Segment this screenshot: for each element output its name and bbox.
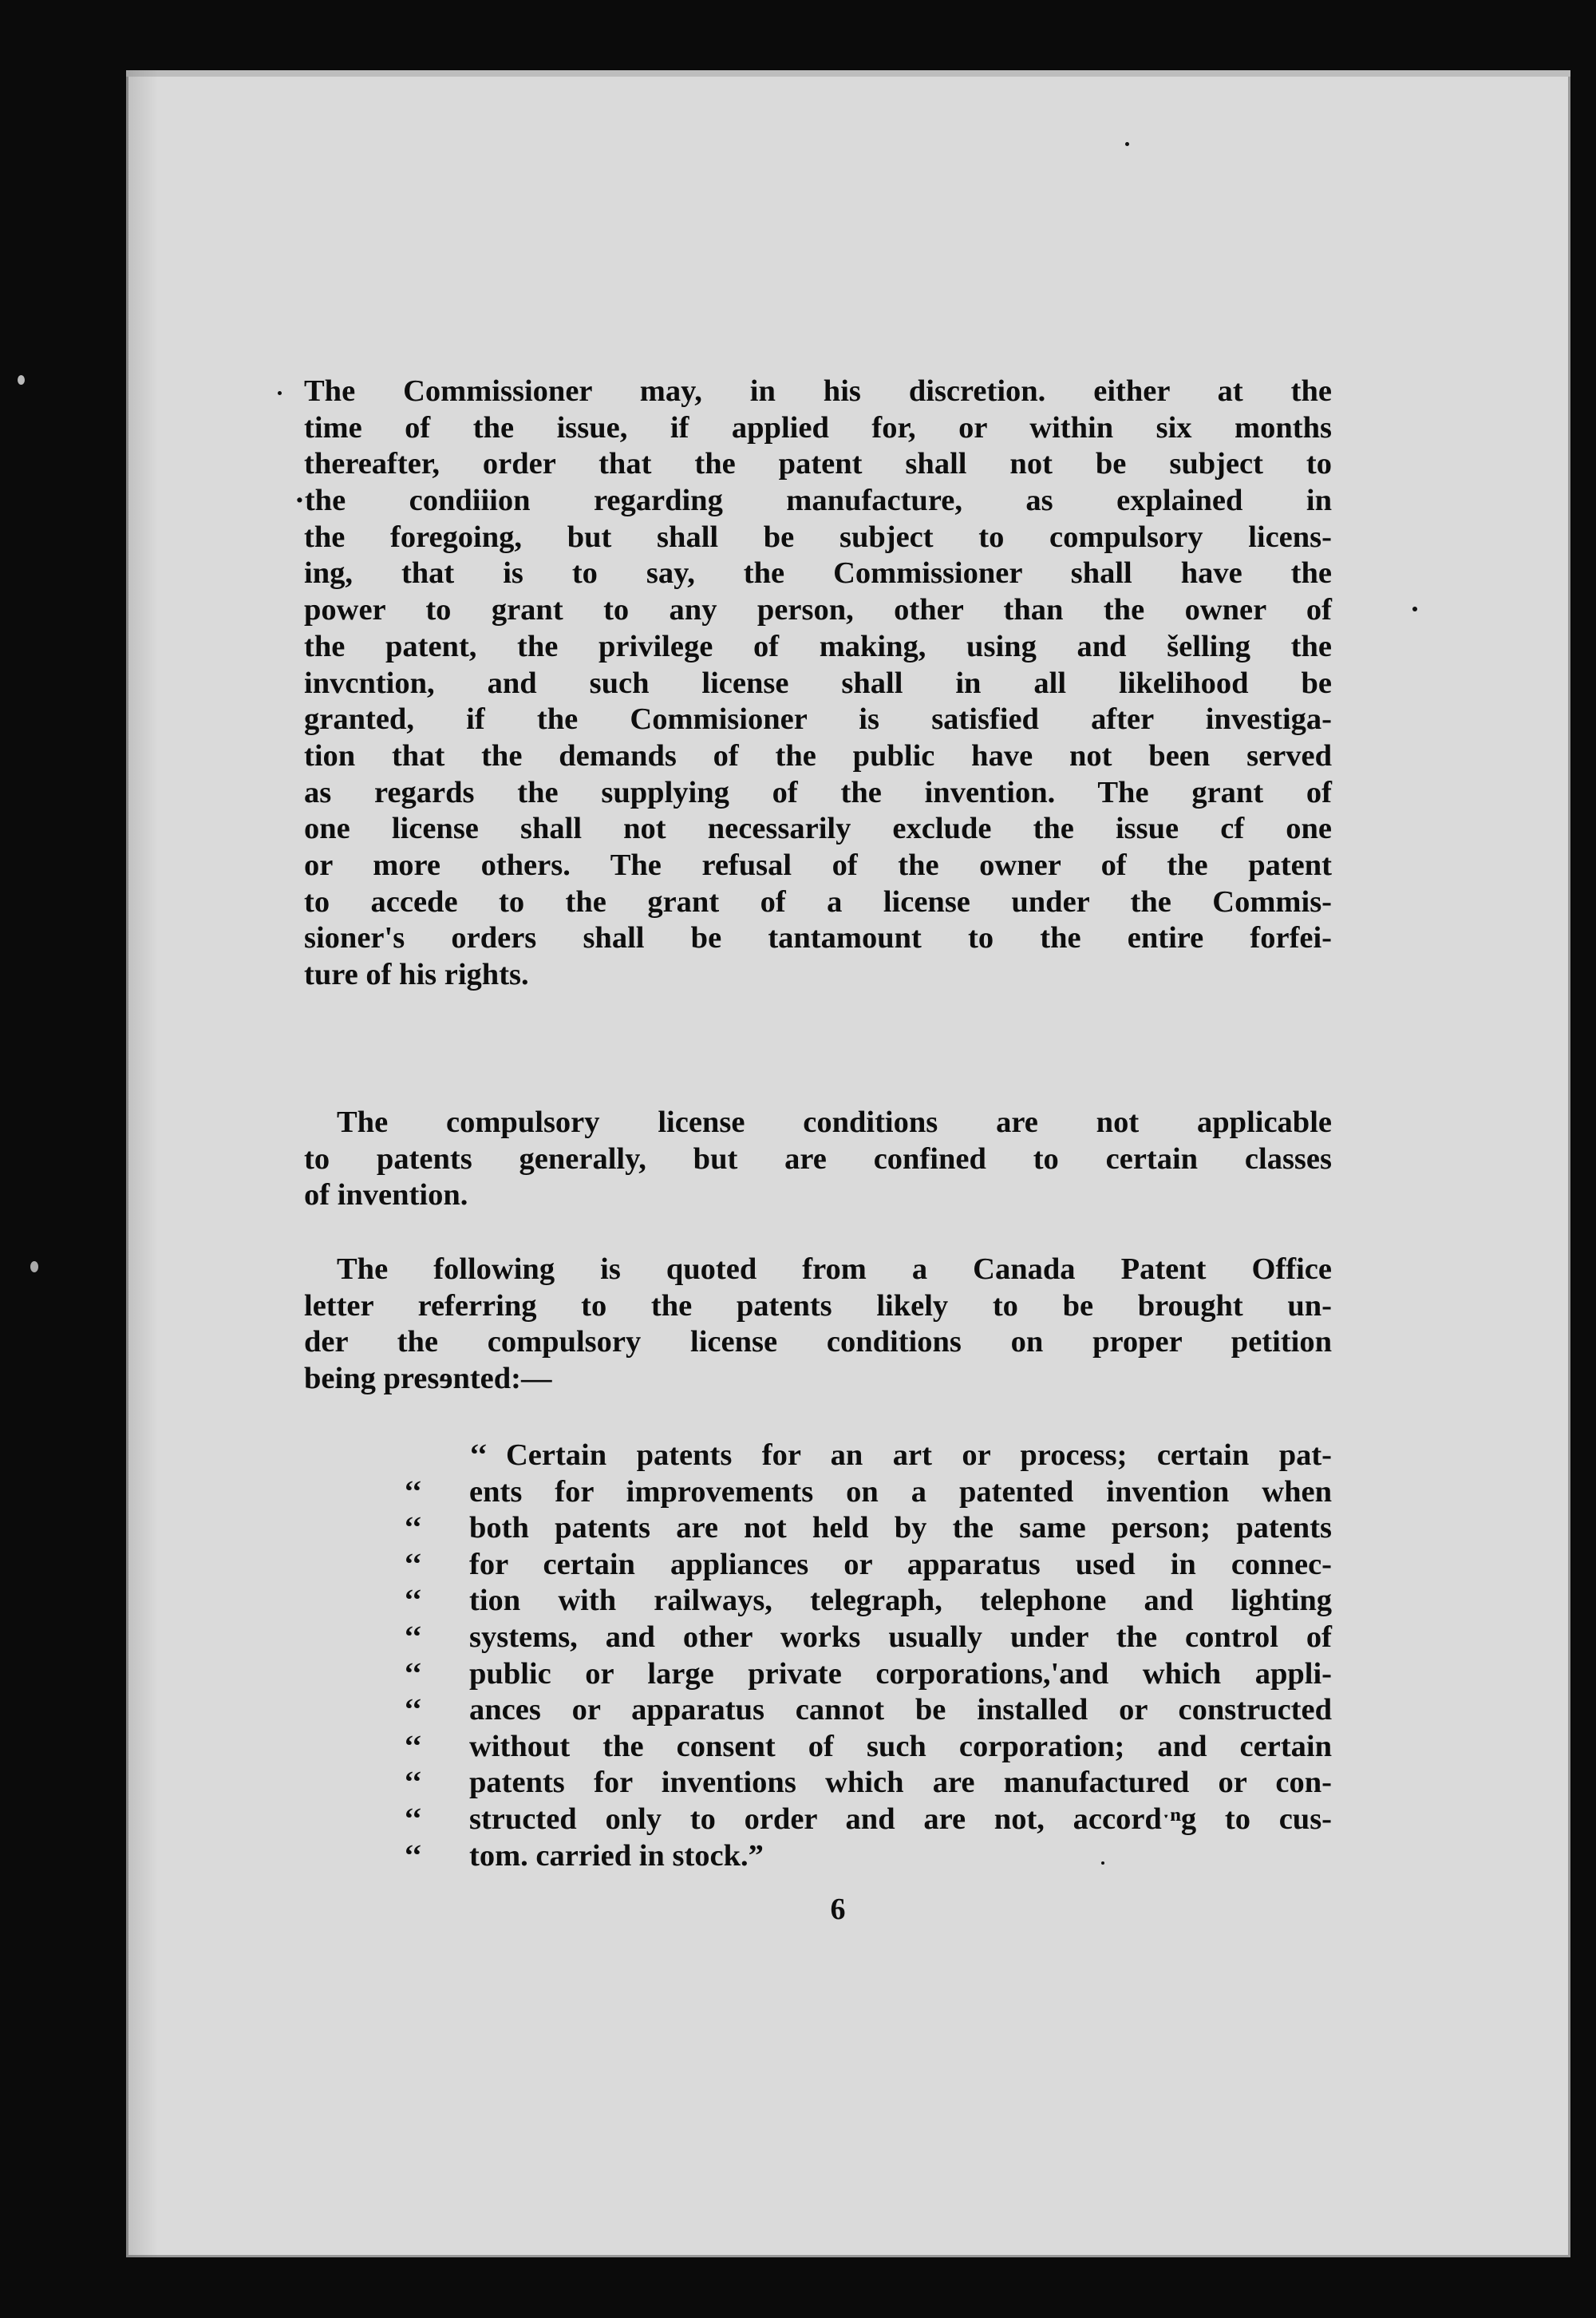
paragraph-line: the foregoing, but shall be subject to compulsory licens-: [304, 520, 1332, 554]
quote-mark: ‘‘: [404, 1584, 422, 1618]
quoted-block: [370, 1438, 1332, 1874]
paragraph-line: thereafter, order that the patent shall not be subject to: [304, 447, 1332, 481]
paragraph-compulsory-licensing: [294, 374, 1332, 994]
quote-mark: ‘‘: [404, 1766, 422, 1800]
scan-speck: [30, 1261, 38, 1272]
quote-text: systems, and other works usually under the control of: [469, 1620, 1332, 1654]
quote-mark: ‘‘: [469, 1438, 488, 1472]
paragraph-line: of invention.: [304, 1178, 468, 1212]
quote-line: [370, 1838, 1332, 1875]
paragraph-line: time of the issue, if applied for, or within six months: [304, 410, 1332, 445]
paragraph-line: der the compulsory license conditions on proper petition: [304, 1325, 1332, 1359]
paragraph-line: granted, if the Commisioner is satisfied after investiga-: [304, 702, 1332, 737]
quote-text: patents for inventions which are manufactured or con-: [469, 1766, 1332, 1800]
page-number: 6: [830, 1893, 846, 1926]
quote-mark: ‘‘: [404, 1620, 422, 1654]
quote-text: both patents are not held by the same person; patents: [469, 1511, 1332, 1545]
quote-line: [370, 1547, 1332, 1584]
quote-mark: ‘‘: [404, 1511, 422, 1545]
quote-line: [370, 1729, 1332, 1766]
paragraph-line: letter referring to the patents likely to be brought un-: [304, 1288, 1332, 1323]
paragraph-line: sioner's orders shall be tantamount to the entire forfei-: [304, 921, 1332, 955]
scan-speck: [1125, 142, 1129, 146]
quote-line: [370, 1802, 1332, 1838]
quote-text: ents for improvements on a patented invention when: [469, 1474, 1332, 1509]
paragraph-line: to accede to the grant of a license under the Commis-: [304, 884, 1332, 919]
quote-text: without the consent of such corporation; and certain: [469, 1729, 1332, 1763]
quote-line: [370, 1438, 1332, 1474]
quote-text: public or large private corporations,'and which appli-: [469, 1656, 1332, 1691]
quote-line: [370, 1620, 1332, 1656]
quote-mark: ‘‘: [404, 1693, 422, 1727]
quote-text: tion with railways, telegraph, telephone and lighting: [469, 1584, 1332, 1618]
paragraph-line: ture of his rights.: [304, 958, 529, 991]
paragraph-line: being presɘnted:—: [304, 1362, 552, 1396]
quote-line: [370, 1692, 1332, 1729]
paragraph-line: power to grant to any person, other than the owner of: [304, 593, 1332, 627]
paragraph-line: invcntion, and such license shall in all likelihood be: [304, 666, 1332, 700]
quote-text: ances or apparatus cannot be installed or constructed: [469, 1693, 1332, 1727]
paragraph-quoted-letter-intro: [304, 1252, 1332, 1398]
quote-mark: ‘‘: [404, 1802, 422, 1836]
quote-text: Certain patents for an art or process; certain pat-: [506, 1438, 1332, 1472]
scan-speck: [1412, 607, 1417, 611]
quote-mark: ‘‘: [404, 1474, 422, 1509]
quote-text: tom. carried in stock.”: [469, 1838, 764, 1873]
scan-speck: [18, 375, 25, 385]
paragraph-line: or more others. The refusal of the owner of the patent: [304, 848, 1332, 882]
paragraph-line: The following is quoted from a Canada Patent Office: [337, 1252, 1332, 1286]
page-edge-shadow: [126, 70, 158, 2257]
quote-text: structed only to order and are not, accordˑⁿg to cus-: [469, 1802, 1332, 1836]
quote-mark: ‘‘: [404, 1838, 422, 1873]
quote-line: [370, 1474, 1332, 1511]
paragraph-line: one license shall not necessarily exclude the issue cf one: [304, 812, 1332, 846]
scan-speck: [278, 391, 282, 395]
paragraph-line: tion that the demands of the public have not been served: [304, 738, 1332, 773]
paragraph-line: The compulsory license conditions are not applicable: [337, 1106, 1332, 1139]
quote-line: [370, 1765, 1332, 1802]
paragraph-line: ing, that is to say, the Commissioner shall have the: [304, 556, 1332, 591]
quote-mark: ‘‘: [404, 1729, 422, 1763]
paragraph-line: as regards the supplying of the invention. The grant of: [304, 775, 1332, 809]
quote-line: [370, 1583, 1332, 1620]
paragraph-line: The Commissioner may, in his discretion. either at the: [304, 374, 1332, 408]
quote-text: for certain appliances or apparatus used in connec-: [469, 1547, 1332, 1581]
paragraph-line: the patent, the privilege of making, using and šelling the: [304, 629, 1332, 663]
paragraph-applicability: [304, 1105, 1332, 1214]
quote-line: [370, 1510, 1332, 1547]
paragraph-line: ·the condiiion regarding manufacture, as explained in: [294, 484, 1332, 518]
quote-line: [370, 1656, 1332, 1693]
quote-mark: ‘‘: [404, 1656, 422, 1691]
quote-mark: ‘‘: [404, 1547, 422, 1581]
paragraph-line: to patents generally, but are confined to certain classes: [304, 1141, 1332, 1176]
